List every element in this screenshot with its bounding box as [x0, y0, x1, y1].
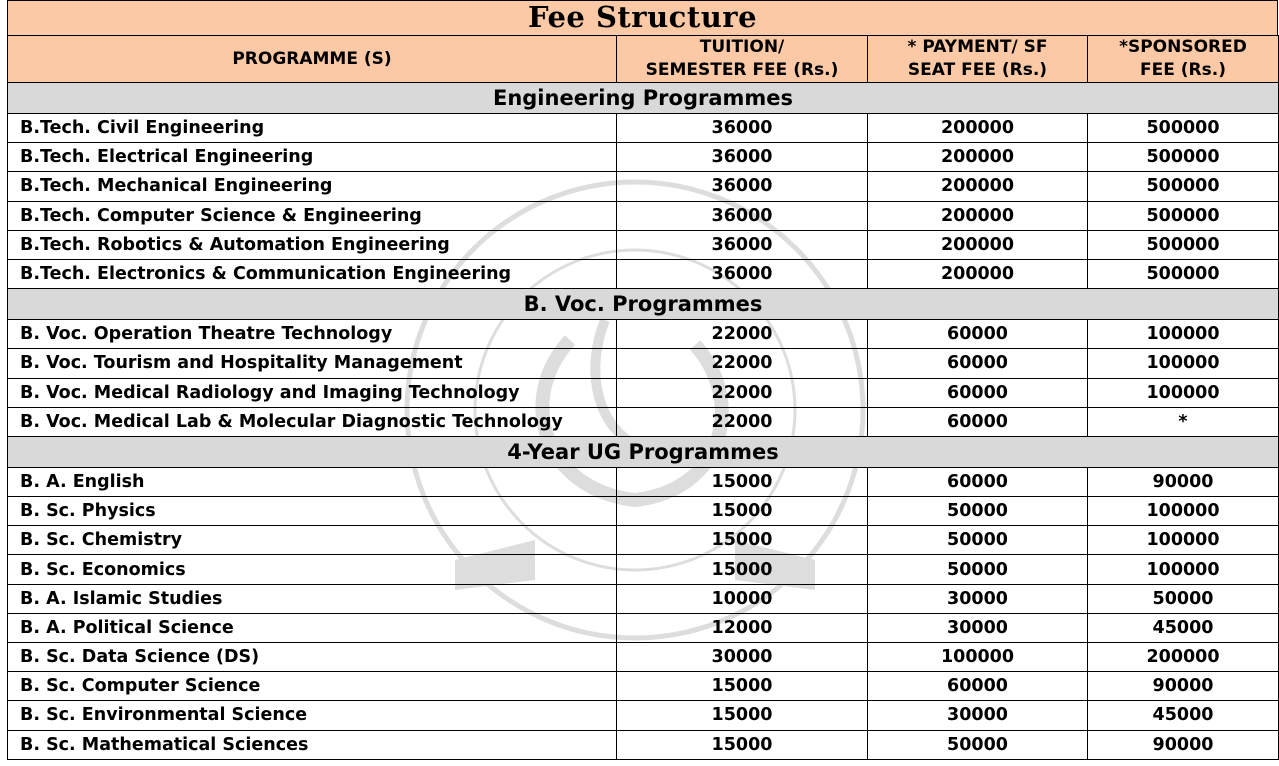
programme-name-cell: B. A. Political Science	[8, 613, 617, 642]
programme-header: PROGRAMME (S)	[8, 36, 617, 83]
table-row	[8, 407, 1279, 436]
sponsored-fee-cell: 500000	[1088, 143, 1279, 172]
payment-fee-cell: 100000	[868, 643, 1088, 672]
sponsored-fee-cell: 45000	[1088, 613, 1279, 642]
sponsored-fee-cell: 200000	[1088, 643, 1279, 672]
payment-header: * PAYMENT/ SF SEAT FEE (Rs.)	[868, 36, 1088, 83]
table-row	[8, 555, 1279, 584]
sponsored-fee-cell: 100000	[1088, 378, 1279, 407]
table-row	[8, 143, 1279, 172]
sponsored-fee-cell: 500000	[1088, 201, 1279, 230]
programme-name-cell: B.Tech. Electronics & Communication Engineering	[8, 259, 617, 288]
payment-fee-cell: 200000	[868, 172, 1088, 201]
payment-fee-cell: 60000	[868, 407, 1088, 436]
tuition-fee-cell: 10000	[617, 584, 868, 613]
sponsored-fee-cell: 100000	[1088, 320, 1279, 349]
payment-fee-cell: 60000	[868, 672, 1088, 701]
tuition-fee-cell: 30000	[617, 643, 868, 672]
programme-name-cell: B. Sc. Mathematical Sciences	[8, 730, 617, 759]
tuition-fee-cell: 15000	[617, 672, 868, 701]
payment-fee-cell: 60000	[868, 467, 1088, 496]
payment-fee-cell: 30000	[868, 613, 1088, 642]
programme-name-cell: B. Sc. Economics	[8, 555, 617, 584]
tuition-fee-cell: 15000	[617, 526, 868, 555]
programme-name-cell: B. Voc. Operation Theatre Technology	[8, 320, 617, 349]
payment-fee-cell: 60000	[868, 349, 1088, 378]
fee-structure-title-bar	[7, 0, 1278, 35]
sponsored-fee-cell: 100000	[1088, 555, 1279, 584]
programme-name-cell: B. Voc. Medical Lab & Molecular Diagnostic Technology	[8, 407, 617, 436]
table-row	[8, 730, 1279, 759]
programme-name-cell: B. Sc. Physics	[8, 497, 617, 526]
payment-fee-cell: 50000	[868, 497, 1088, 526]
payment-fee-cell: 200000	[868, 114, 1088, 143]
table-row	[8, 349, 1279, 378]
sponsored-fee-cell: 500000	[1088, 230, 1279, 259]
sponsored-fee-cell: 90000	[1088, 672, 1279, 701]
table-row	[8, 172, 1279, 201]
payment-fee-cell: 30000	[868, 584, 1088, 613]
programme-name-cell: B. A. Islamic Studies	[8, 584, 617, 613]
tuition-fee-cell: 15000	[617, 467, 868, 496]
programme-name-cell: B.Tech. Mechanical Engineering	[8, 172, 617, 201]
tuition-fee-cell: 15000	[617, 555, 868, 584]
payment-fee-cell: 200000	[868, 201, 1088, 230]
sponsored-fee-cell: 90000	[1088, 467, 1279, 496]
sponsored-fee-cell: 100000	[1088, 497, 1279, 526]
programme-name-cell: B.Tech. Civil Engineering	[8, 114, 617, 143]
section-heading: Engineering Programmes	[8, 83, 1279, 114]
sponsored-fee-cell: 500000	[1088, 114, 1279, 143]
fee-table-body	[8, 83, 1279, 760]
programme-name-cell: B. Voc. Tourism and Hospitality Management	[8, 349, 617, 378]
section-heading-row	[8, 83, 1279, 114]
payment-fee-cell: 60000	[868, 320, 1088, 349]
payment-fee-cell: 50000	[868, 526, 1088, 555]
tuition-fee-cell: 12000	[617, 613, 868, 642]
payment-fee-cell: 50000	[868, 555, 1088, 584]
payment-fee-cell: 50000	[868, 730, 1088, 759]
table-row	[8, 526, 1279, 555]
tuition-fee-cell: 22000	[617, 320, 868, 349]
programme-name-cell: B. Sc. Chemistry	[8, 526, 617, 555]
tuition-fee-cell: 36000	[617, 201, 868, 230]
section-heading-row	[8, 436, 1279, 467]
tuition-fee-cell: 36000	[617, 259, 868, 288]
payment-fee-cell: 60000	[868, 378, 1088, 407]
table-row	[8, 672, 1279, 701]
sponsored-fee-cell: 45000	[1088, 701, 1279, 730]
sponsored-fee-cell: 50000	[1088, 584, 1279, 613]
payment-fee-cell: 200000	[868, 259, 1088, 288]
tuition-header: TUITION/ SEMESTER FEE (Rs.)	[617, 36, 868, 83]
tuition-fee-cell: 15000	[617, 701, 868, 730]
sponsored-fee-cell: *	[1088, 407, 1279, 436]
table-row	[8, 497, 1279, 526]
page-title: Fee Structure	[527, 0, 758, 34]
section-heading-row	[8, 289, 1279, 320]
sponsored-fee-cell: 100000	[1088, 349, 1279, 378]
sponsored-fee-cell: 100000	[1088, 526, 1279, 555]
tuition-fee-cell: 36000	[617, 172, 868, 201]
tuition-fee-cell: 36000	[617, 143, 868, 172]
sponsored-fee-cell: 500000	[1088, 172, 1279, 201]
header-row	[8, 36, 1279, 83]
tuition-fee-cell: 22000	[617, 349, 868, 378]
tuition-fee-cell: 22000	[617, 407, 868, 436]
programme-name-cell: B.Tech. Robotics & Automation Engineering	[8, 230, 617, 259]
programme-name-cell: B. Sc. Data Science (DS)	[8, 643, 617, 672]
table-row	[8, 230, 1279, 259]
tuition-fee-cell: 15000	[617, 497, 868, 526]
table-row	[8, 584, 1279, 613]
sponsored-fee-cell: 500000	[1088, 259, 1279, 288]
table-row	[8, 643, 1279, 672]
payment-fee-cell: 200000	[868, 143, 1088, 172]
payment-fee-cell: 200000	[868, 230, 1088, 259]
sponsored-fee-cell: 90000	[1088, 730, 1279, 759]
section-heading: B. Voc. Programmes	[8, 289, 1279, 320]
table-row	[8, 259, 1279, 288]
tuition-fee-cell: 22000	[617, 378, 868, 407]
programme-name-cell: B. Voc. Medical Radiology and Imaging Technology	[8, 378, 617, 407]
programme-name-cell: B. Sc. Environmental Science	[8, 701, 617, 730]
tuition-fee-cell: 15000	[617, 730, 868, 759]
payment-fee-cell: 30000	[868, 701, 1088, 730]
table-row	[8, 613, 1279, 642]
programme-name-cell: B. Sc. Computer Science	[8, 672, 617, 701]
table-row	[8, 701, 1279, 730]
table-row	[8, 320, 1279, 349]
tuition-fee-cell: 36000	[617, 230, 868, 259]
table-row	[8, 378, 1279, 407]
programme-name-cell: B.Tech. Computer Science & Engineering	[8, 201, 617, 230]
sponsored-header: *SPONSORED FEE (Rs.)	[1088, 36, 1279, 83]
programme-name-cell: B. A. English	[8, 467, 617, 496]
table-row	[8, 467, 1279, 496]
fee-table	[7, 35, 1279, 760]
programme-name-cell: B.Tech. Electrical Engineering	[8, 143, 617, 172]
section-heading: 4-Year UG Programmes	[8, 436, 1279, 467]
table-row	[8, 114, 1279, 143]
table-row	[8, 201, 1279, 230]
tuition-fee-cell: 36000	[617, 114, 868, 143]
